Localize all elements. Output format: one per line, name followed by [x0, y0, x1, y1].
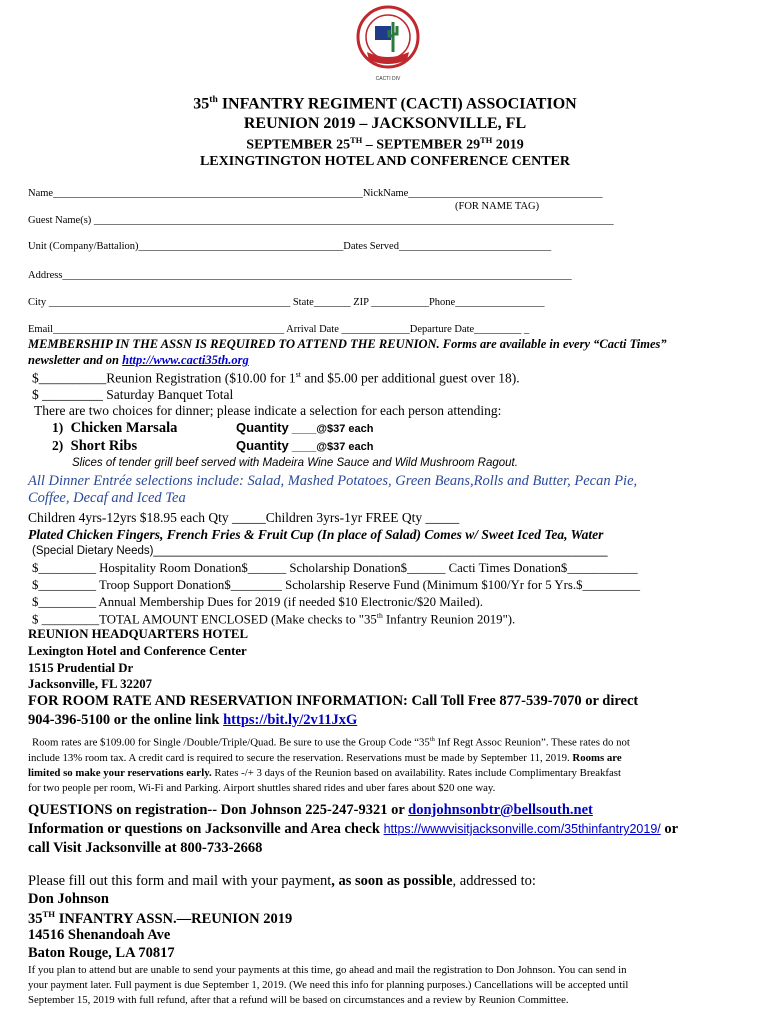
email-field[interactable]: Email____________________________________________ Arrival Date _____________Departure Date_________ _ — [28, 324, 530, 335]
entree-includes-line-2: Coffee, Decaf and Iced Tea — [28, 490, 186, 506]
svg-text:CACTI DIV: CACTI DIV — [375, 76, 401, 82]
questions-registration: QUESTIONS on registration-- Don Johnson 225-247-9321 or donjohnsonbtr@bellsouth.net — [28, 802, 593, 818]
address-field[interactable]: Address_________________________________________________________________________________________________ — [28, 270, 572, 281]
room-rate-heading-1: FOR ROOM RATE AND RESERVATION INFORMATION: Call Toll Free 877-539-7070 or direct — [28, 693, 639, 709]
children-pricing: Children 4yrs-12yrs $18.95 each Qty _____Children 3yrs-1yr FREE Qty _____ — [28, 510, 460, 525]
questions-jacksonville: Information or questions on Jacksonville and Area check https://wwwvisitjacksonville.com/35thinfantry2019/ or — [28, 821, 679, 837]
mail-instructions: Please fill out this form and mail with your payment, as soon as possible, addressed to: — [28, 873, 536, 889]
room-rate-details: Room rates are $109.00 for Single /Double/Triple/Quad. Be sure to use the Group Code “35th Inf Regt Assoc Reunion”. These rates do not include 13% room tax. A credit card is required to secure the reservation. Reservations must be made by September 11, 2019. Rooms are limited so make your reservations early. Rates -/+ 3 days of the Reunion based on availability. Rates include Complimentary Breakfast for two people per room, Wi-Fi and Parking. Airport shuttles shared rides and uber fares about $20 one way. — [28, 736, 630, 794]
hotel-name: Lexington Hotel and Conference Center — [28, 644, 247, 658]
plated-chicken-option: Plated Chicken Fingers, French Fries & Fruit Cup (In place of Salad) Comes w/ Sweet Iced Tea, Water — [28, 527, 604, 542]
donations-line-1[interactable]: $_________ Hospitality Room Donation$______ Scholarship Donation$______ Cacti Times Donation$___________ — [32, 561, 638, 575]
ribs-quantity[interactable]: Quantity ____@$37 each — [236, 438, 374, 453]
cacti-website-link[interactable]: http://www.cacti35th.org — [122, 353, 249, 367]
registration-line: $__________Reunion Registration ($10.00 for 1st and $5.00 per additional guest over 18). — [32, 370, 520, 386]
name-field[interactable]: Name___________________________________________________________NickName_____________________________________ — [28, 188, 603, 199]
hotel-street: 1515 Prudential Dr — [28, 661, 134, 675]
room-rate-heading-2: 904-396-5100 or the online link https://bit.ly/2v11JxG — [28, 712, 358, 728]
banquet-line: $ _________ Saturday Banquet Total — [32, 387, 234, 402]
dinner-item-short-ribs: 2) Short Ribs — [52, 438, 138, 454]
membership-notice: MEMBERSHIP IN THE ASSN IS REQUIRED TO ATTEND THE REUNION. Forms are available in every “Cacti Times” — [28, 337, 667, 351]
donations-line-2[interactable]: $_________ Troop Support Donation$________ Scholarship Reserve Fund (Minimum $100/Yr for 5 Yrs.$_________ — [32, 578, 641, 592]
special-dietary-field[interactable]: (Special Dietary Needs)_______________________________________________________________________ — [32, 545, 608, 557]
dinner-item-chicken: 1) Chicken Marsala — [52, 420, 178, 436]
header-line-1: 35th INFANTRY REGIMENT (CACTI) ASSOCIATION — [193, 94, 577, 113]
hotel-title: REUNION HEADQUARTERS HOTEL — [28, 627, 248, 641]
guest-names-field[interactable]: Guest Name(s) ___________________________________________________________________________________________________ — [28, 215, 614, 226]
total-enclosed-line[interactable]: $ _________TOTAL AMOUNT ENCLOSED (Make checks to "35th Infantry Reunion 2019"). — [32, 611, 516, 627]
mail-to-org: 35TH INFANTRY ASSN.—REUNION 2019 — [28, 909, 293, 927]
reservation-link[interactable]: https://bit.ly/2v11JxG — [223, 712, 358, 728]
unit-field[interactable]: Unit (Company/Battalion)_______________________________________Dates Served_____________________________ — [28, 241, 552, 252]
city-field[interactable]: City ______________________________________________ State_______ ZIP ___________Phone_________________ — [28, 297, 545, 308]
email-link[interactable]: donjohnsonbtr@bellsouth.net — [408, 802, 593, 818]
questions-call: call Visit Jacksonville at 800-733-2668 — [28, 840, 263, 856]
association-logo — [353, 4, 423, 86]
mail-to-street: 14516 Shenandoah Ave — [28, 927, 171, 943]
chicken-quantity[interactable]: Quantity ____@$37 each — [236, 420, 374, 435]
visit-jacksonville-link[interactable]: https://wwwvisitjacksonville.com/35thinfantry2019/ — [383, 822, 661, 836]
header-line-3: SEPTEMBER 25TH – SEPTEMBER 29TH 2019 — [246, 136, 524, 153]
membership-dues-line[interactable]: $_________ Annual Membership Dues for 2019 (if needed $10 Electronic/$20 Mailed). — [32, 595, 483, 609]
name-tag-note: (FOR NAME TAG) — [455, 201, 540, 212]
entree-includes-line-1: All Dinner Entrée selections include: Salad, Mashed Potatoes, Green Beans,Rolls and Butter, Pecan Pie, — [28, 473, 638, 489]
membership-link-line: newsletter and on http://www.cacti35th.org — [28, 353, 249, 367]
header-line-2: REUNION 2019 – JACKSONVILLE, FL — [243, 115, 527, 132]
mail-to-city: Baton Rouge, LA 70817 — [28, 945, 175, 961]
hotel-city: Jacksonville, FL 32207 — [28, 677, 153, 691]
header-line-4: LEXINGTINGTON HOTEL AND CONFERENCE CENTER — [199, 154, 571, 169]
short-ribs-description: Slices of tender grill beef served with Madeira Wine Sauce and Wild Mushroom Ragout. — [72, 457, 518, 469]
mail-to-name: Don Johnson — [28, 891, 109, 907]
payment-note: If you plan to attend but are unable to send your payments at this time, go ahead and mail the registration to Don Johnson. You can send in your payment later. Full payment is due September 1, 2019. (We need this info for planning purposes.) Cancellations will be accepted until September 15, 2019 with full refund, after that a refund will be based on circumstances and a review by Reunion Committee. — [28, 964, 629, 1006]
dinner-choices-note: There are two choices for dinner; please indicate a selection for each person attending: — [34, 403, 502, 418]
